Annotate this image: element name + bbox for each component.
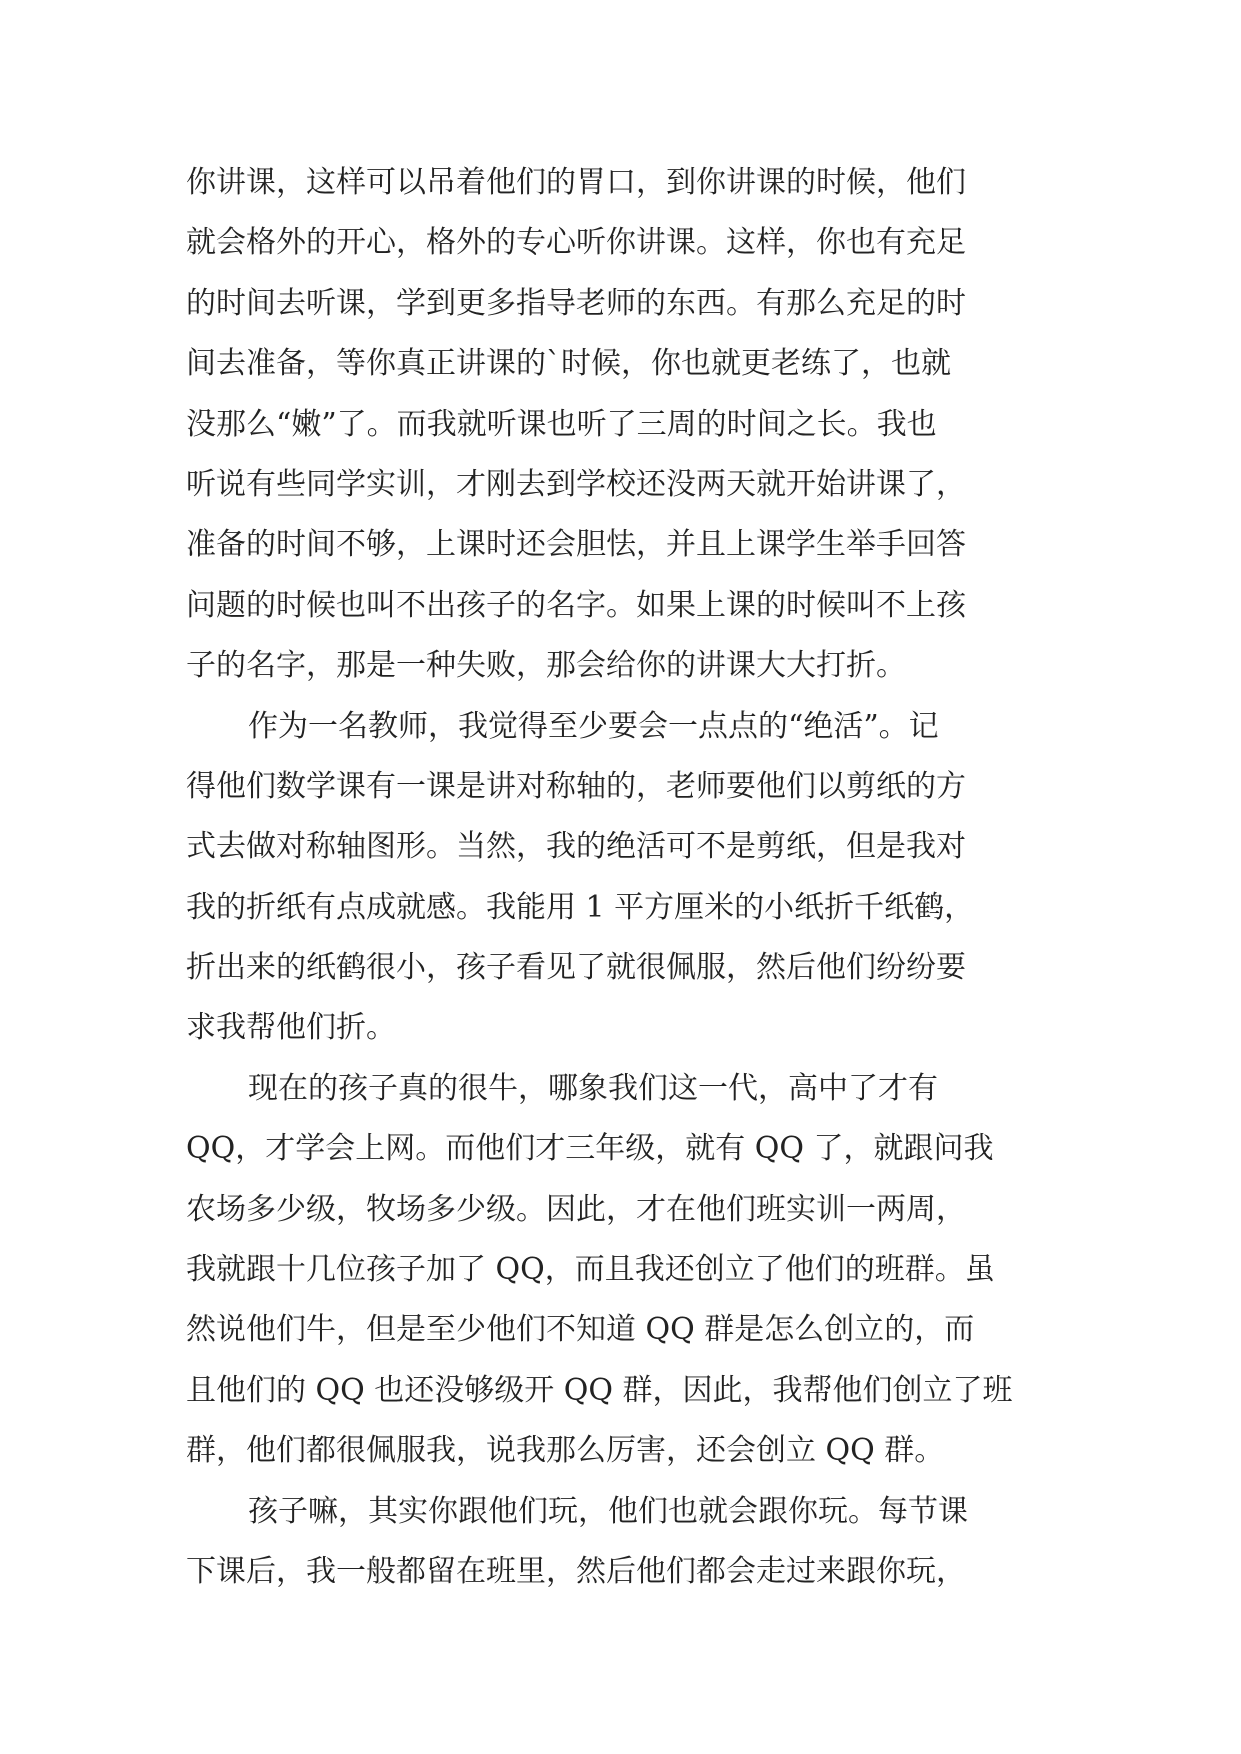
text-line: 折出来的纸鹤很小，孩子看见了就很佩服，然后他们纷纷要 [186, 950, 966, 986]
text-line: 求我帮他们折。 [186, 1010, 396, 1046]
text-line: 没那么“嫩”了。而我就听课也听了三周的时间之长。我也 [186, 406, 937, 442]
text-line: 准备的时间不够，上课时还会胆怯，并且上课学生举手回答 [186, 527, 966, 563]
text-line: 间去准备，等你真正讲课的`时候，你也就更老练了，也就 [186, 346, 951, 382]
paragraph [186, 1059, 1066, 1482]
text-line: 子的名字，那是一种失败，那会给你的讲课大大打折。 [186, 648, 906, 684]
text-line: 群，他们都很佩服我，说我那么厉害，还会创立 QQ 群。 [186, 1433, 945, 1469]
text-line: 问题的时候也叫不出孩子的名字。如果上课的时候叫不上孩 [186, 587, 966, 623]
text-line: 的时间去听课，学到更多指导老师的东西。有那么充足的时 [186, 285, 966, 321]
text-line: QQ，才学会上网。而他们才三年级，就有 QQ 了，就跟问我 [186, 1131, 994, 1167]
paragraph [186, 153, 1066, 697]
paragraph [186, 697, 1066, 1059]
text-line: 我的折纸有点成就感。我能用 1 平方厘米的小纸折千纸鹤， [186, 889, 975, 925]
text-line: 式去做对称轴图形。当然，我的绝活可不是剪纸，但是我对 [186, 829, 966, 865]
text-line: 且他们的 QQ 也还没够级开 QQ 群，因此，我帮他们创立了班 [186, 1372, 1013, 1408]
text-line: 你讲课，这样可以吊着他们的胃口，到你讲课的时候，他们 [186, 165, 966, 200]
paragraph [186, 1482, 1066, 1603]
text-line: 就会格外的开心，格外的专心听你讲课。这样，你也有充足 [186, 225, 966, 261]
text-line: 农场多少级，牧场多少级。因此，才在他们班实训一两周， [186, 1191, 966, 1227]
text-line: 然说他们牛，但是至少他们不知道 QQ 群是怎么创立的，而 [186, 1312, 975, 1348]
text-line: 孩子嘛，其实你跟他们玩，他们也就会跟你玩。每节课 [248, 1493, 968, 1529]
text-line: 我就跟十几位孩子加了 QQ，而且我还创立了他们的班群。虽 [186, 1252, 995, 1288]
text-line: 下课后，我一般都留在班里，然后他们都会走过来跟你玩， [186, 1553, 966, 1589]
document-body [186, 153, 1066, 1602]
text-line: 作为一名教师，我觉得至少要会一点点的“绝活”。记 [248, 708, 939, 744]
text-line: 得他们数学课有一课是讲对称轴的，老师要他们以剪纸的方 [186, 768, 966, 804]
text-line: 听说有些同学实训，才刚去到学校还没两天就开始讲课了， [186, 466, 966, 502]
text-line: 现在的孩子真的很牛，哪象我们这一代，高中了才有 [248, 1070, 938, 1106]
